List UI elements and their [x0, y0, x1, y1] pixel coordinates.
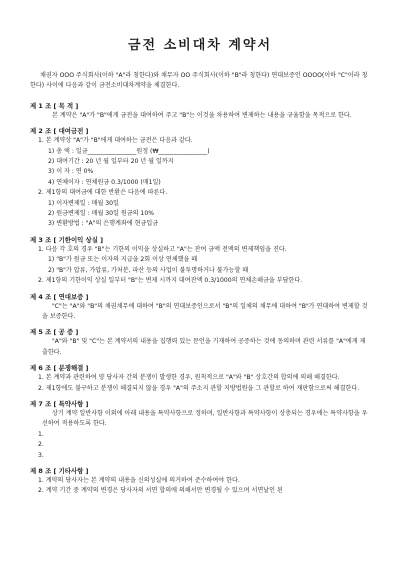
article-line: 4) 연체이자 : 연체원금 0.3/1000 (매1일): [48, 178, 161, 186]
article-5: [30, 327, 370, 358]
article-6: [30, 363, 370, 394]
article-line: "C"는 "A"와 "B"의 채권채무에 대하여 "B"의 연대보증인으로서 "B"의 일체의 채무에 대하여 "B"가 연대하여 변제할 것을 보증한다.: [42, 302, 368, 320]
article-2: [30, 126, 370, 230]
article-heading: 제 5 조 [ 공 증 ]: [30, 328, 79, 337]
article-line: 1) 총 액 : 일금________________원정 (₩________________): [48, 147, 210, 155]
article-line: 3.: [38, 451, 44, 459]
article-line: 본 계약은 "A"가 "B"에게 금전을 대여하여 주고 "B"는 이것을 차용하여 변제하는 내용을 규율함을 목적으로 한다.: [52, 111, 352, 119]
article-heading: 제 3 조 [ 기한이익 상실 ]: [30, 235, 104, 244]
article-line: 3) 이 자 : 연 0%: [48, 168, 94, 176]
article-line: 2) 원금변제일 : 매월 30일 원금의 10%: [48, 210, 154, 218]
article-line: 2. 제1항에도 불구하고 분쟁이 해결되지 않을 경우 "A"의 주소지 관할 지방법원을 그 관할로 하여 재판함으로써 해결한다.: [38, 384, 360, 392]
article-line: 1. 계약의 당사자는 본 계약의 내용을 신의성실에 의거하여 준수하여야 한다.: [38, 476, 240, 484]
article-line: 2.: [38, 441, 44, 449]
article-line: 상기 계약 일반사항 이외에 아래 내용을 특약사항으로 정하며, 일반사항과 특약사항이 상충되는 경우에는 특약사항을 우선하여 적용하도록 한다.: [42, 409, 368, 428]
article-line: 1. 본 계약과 관련하여 양 당사자 간의 분쟁이 발생한 경우, 원칙적으로 "A"와 "B" 상호간의 합의에 의해 해결한다.: [38, 374, 340, 382]
document-title: 금전 소비대차 계약서: [127, 38, 273, 53]
article-heading: 제 7 조 [ 특약사항 ]: [30, 399, 89, 408]
article-line: 2) "B"가 압류, 가압류, 가처분, 파산 등의 사업이 불투명하거나 불가능할 때: [48, 266, 249, 274]
article-line: 3) 변환방법 : "A"의 은행계좌에 현금입금: [48, 220, 159, 228]
articles-container: [30, 101, 370, 497]
article-heading: 제 4 조 [ 연대보증 ]: [30, 292, 89, 301]
article-heading: 제 2 조 [ 대여금전 ]: [30, 127, 89, 136]
article-4: [30, 292, 370, 323]
article-line: 2. 계약 기간 중 계약의 변경은 당사자의 서면 합의에 의해서만 변경될 수 있으며 서면날인 된: [38, 487, 283, 495]
article-heading: 제 6 조 [ 분쟁해결 ]: [30, 364, 89, 373]
article-line: 1. 본 계약상 "A"가 "B"에게 대여하는 금전은 다음과 같다.: [38, 137, 193, 145]
article-7: [30, 399, 370, 461]
article-1: [30, 101, 370, 121]
article-heading: 제 8 조 [ 기타사항 ]: [30, 466, 89, 475]
article-line: 1) "B"가 원금 또는 이자의 지급을 2회 이상 연체했을 때: [48, 256, 198, 264]
article-line: 1) 이자변제일 : 매월 30일: [48, 199, 119, 207]
article-3: [30, 235, 370, 287]
article-8: [30, 466, 370, 497]
article-line: 2) 대여기간 : 20 년 월 일부터 20 년 월 일까지: [48, 158, 174, 166]
preamble: 채권자 OOO 주식회사(이하 "A"라 칭한다)와 채무자 OO 주식회사(이하 "B"라 칭한다) 연대보증인 OOOO(이하 "C"이라 칭한다) 사이에 다음과 같이 금전소비대차계약을 체결한다.: [30, 72, 368, 90]
article-line: 1.: [38, 430, 44, 438]
article-line: 1. 다음 각 호의 경우 "B"는 기한의 이익을 상실하고 "A"는 잔여 금액 전액의 변제책임을 진다.: [38, 245, 287, 253]
article-heading: 제 1 조 [ 목 적 ]: [30, 101, 79, 110]
article-line: 2. 제1항의 대여금에 대한 반환은 다음에 따른다.: [38, 189, 168, 197]
article-line: "A"와 "B" 및 "C"는 본 계약서의 내용을 집행력 있는 문언을 기재하여 공증하는 것에 동의하며 관련 서류를 "A"에게 제출한다.: [42, 338, 366, 356]
article-line: 2. 제1항의 기한이익 상실 일부터 "B"는 변제 시까지 대여잔액 0.3/1000의 연체손해금을 부담한다.: [38, 277, 303, 285]
